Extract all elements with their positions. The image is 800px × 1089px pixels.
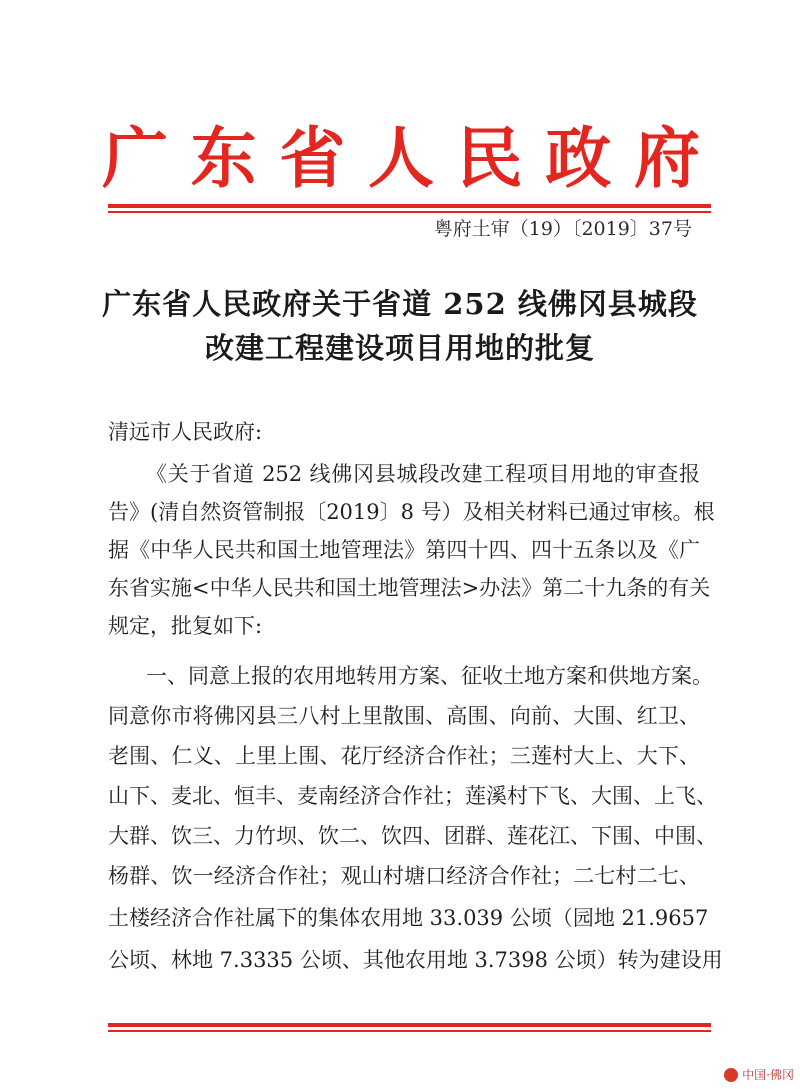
masthead-char: 广	[102, 120, 168, 197]
body-line: 老围、仁义、上里上围、花厅经济合作社；三莲村大上、大下、	[108, 744, 700, 768]
masthead-char: 东	[190, 120, 257, 197]
masthead-char: 人	[367, 120, 434, 197]
document-title-line-1: 广东省人民政府关于省道 252 线佛冈县城段	[102, 287, 698, 321]
masthead-char: 政	[545, 120, 612, 197]
body-line: 东省实施<中华人民共和国土地管理法>办法》第二十九条的有关	[108, 576, 711, 600]
body-line: 土楼经济合作社属下的集体农用地 33.039 公顷（园地 21.9657	[108, 906, 709, 930]
body-line: 公顷、林地 7.3335 公顷、其他农用地 3.7398 公顷）转为建设用	[108, 948, 723, 972]
body-line: 同意你市将佛冈县三八村上里散围、高围、向前、大围、红卫、	[108, 704, 700, 728]
document-number: 粤府土审（19）〔2019〕37号	[433, 218, 692, 240]
body-line: 规定，批复如下:	[108, 614, 263, 638]
masthead-char: 省	[279, 120, 346, 197]
masthead-char: 民	[456, 120, 523, 197]
body-line: 告》(清自然资管制报〔2019〕8 号）及相关材料已通过审核。根	[108, 500, 715, 524]
body-line: 一、同意上报的农用地转用方案、征收土地方案和供地方案。	[146, 664, 713, 688]
footer-rule-thin	[108, 1030, 711, 1032]
salutation: 清远市人民政府:	[108, 420, 263, 444]
document-title-line-2: 改建工程建设项目用地的批复	[204, 331, 595, 365]
body-line: 据《中华人民共和国土地管理法》第四十四、四十五条以及《广	[108, 538, 700, 562]
masthead-char: 府	[633, 120, 700, 197]
body-line: 《关于省道 252 线佛冈县城段改建工程项目用地的审查报	[146, 462, 700, 486]
body-line: 大群、饮三、力竹坝、饮二、饮四、团群、莲花江、下围、中围、	[108, 824, 717, 848]
source-watermark	[724, 1066, 794, 1083]
watermark-text: 中国·佛冈	[742, 1068, 794, 1082]
header-rule-thin	[108, 211, 711, 213]
body-line: 杨群、饮一经济合作社；观山村塘口经济合作社；二七村二七、	[108, 864, 700, 888]
emblem-icon	[724, 1068, 738, 1082]
footer-rule-thick	[108, 1023, 711, 1027]
header-rule-thick	[108, 204, 711, 208]
body-line: 山下、麦北、恒丰、麦南经济合作社；莲溪村下飞、大围、上飞、	[108, 784, 717, 808]
masthead-title	[102, 118, 700, 200]
